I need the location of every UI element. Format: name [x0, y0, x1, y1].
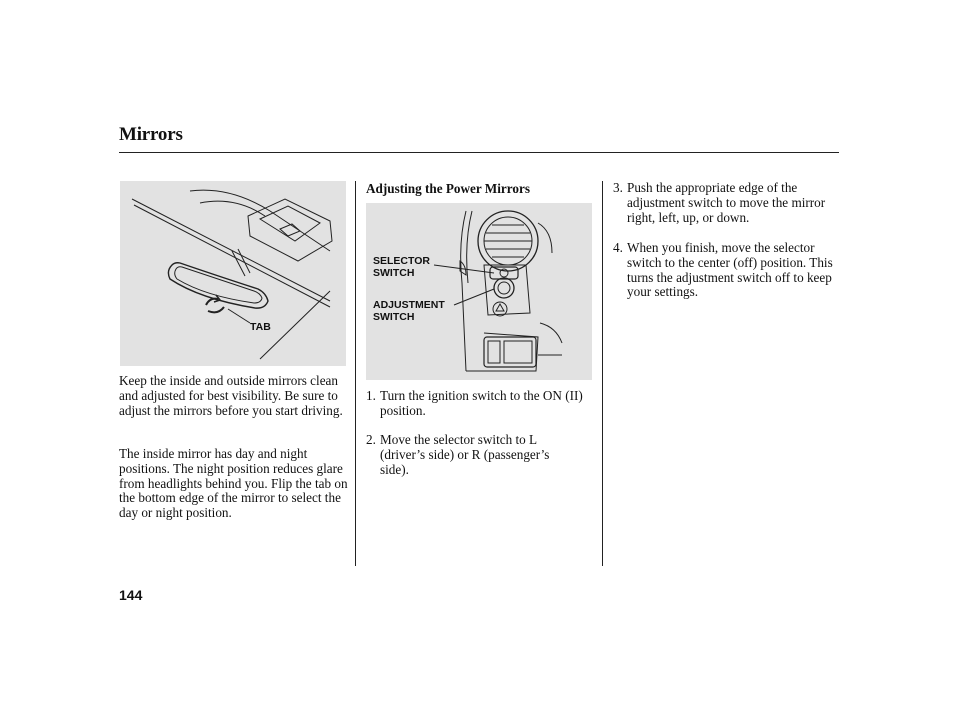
step-2-number: 2.	[366, 432, 376, 447]
page-number: 144	[119, 587, 143, 603]
step-2	[366, 433, 594, 481]
step-1	[366, 389, 594, 421]
title-rule	[119, 152, 839, 153]
section-heading: Adjusting the Power Mirrors	[366, 181, 530, 196]
step-1-text: Turn the ignition switch to the ON (II) position.	[380, 388, 583, 418]
step-3	[613, 181, 841, 229]
step-3-text: Push the appropriate edge of the adjustment switch to move the mirror right, left, up, or down.	[627, 180, 826, 225]
inside-mirror-illustration	[120, 181, 346, 366]
page-title: Mirrors	[119, 124, 183, 145]
power-mirror-switch-drawing	[366, 203, 592, 380]
step-4-text: When you finish, move the selector switch to the center (off) position. This turns the adjustment switch off to keep your settings.	[627, 240, 833, 300]
step-1-number: 1.	[366, 388, 376, 403]
paragraph-day-night: The inside mirror has day and night positions. The night position reduces glare from headlights behind you. Flip the tab on the bottom edge of the mirror to select the day or night position.	[119, 446, 348, 521]
adjustment-switch-label: ADJUSTMENT SWITCH	[373, 299, 445, 323]
inside-mirror-drawing	[120, 181, 346, 366]
power-mirror-switch-illustration	[366, 203, 592, 380]
paragraph-keep-clean: Keep the inside and outside mirrors clean and adjusted for best visibility. Be sure to adjust the mirrors before you start driving.	[119, 373, 343, 418]
step-2-text: Move the selector switch to L (driver’s side) or R (passenger’s side).	[380, 432, 550, 477]
step-3-number: 3.	[613, 180, 623, 195]
column-divider-left	[355, 181, 356, 566]
selector-switch-label: SELECTOR SWITCH	[373, 255, 430, 279]
step-4	[613, 241, 841, 319]
tab-label: TAB	[250, 321, 271, 333]
step-4-number: 4.	[613, 240, 623, 255]
column-divider-right	[602, 181, 603, 566]
